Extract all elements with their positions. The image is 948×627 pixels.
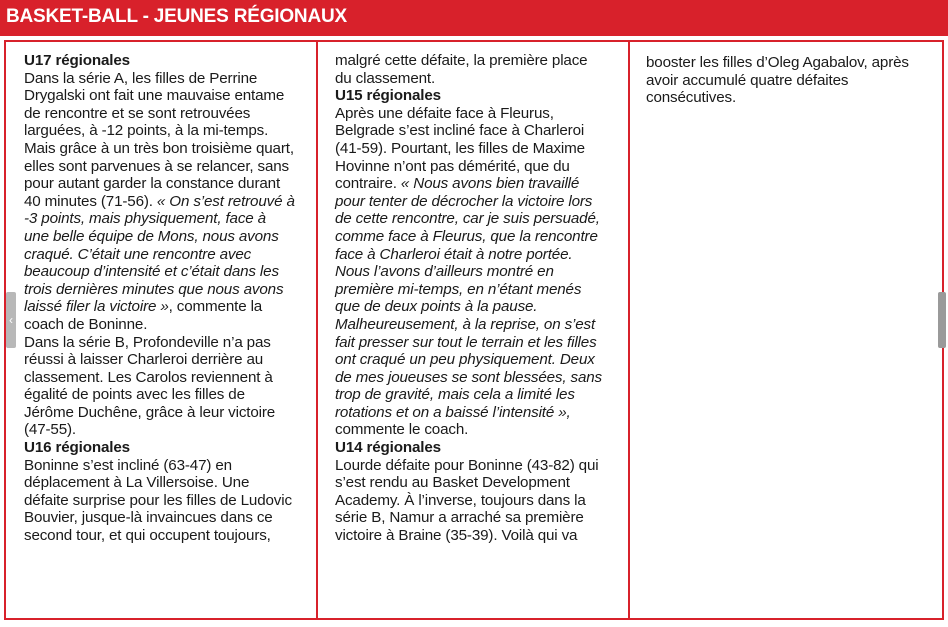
text-line: Jérôme Duchêne, grâce à leur victoire xyxy=(24,403,276,421)
text-line xyxy=(335,316,623,334)
text-line: larguées, à -12 points, à la mi-temps. xyxy=(24,122,269,140)
text-line xyxy=(335,263,623,281)
text-line: déplacement à La Villersoise. Une xyxy=(24,474,250,492)
text-line: Après une défaite face à Fleurus, xyxy=(335,104,554,122)
text-line: second tour, et qui occupent toujours, xyxy=(24,527,271,545)
quote-text: de mes joueuses se sont blessées, sans xyxy=(335,368,602,386)
section-heading: U15 régionales xyxy=(335,87,441,105)
text-line: Bouvier, jusque-là invaincues dans ce xyxy=(24,509,273,527)
quote-text: de cette rencontre, car je suis persuadé, xyxy=(335,210,600,228)
text-line xyxy=(335,175,623,193)
article-column-2 xyxy=(335,52,623,545)
quote-text: laissé filer la victoire » xyxy=(24,298,169,316)
text-line: (41-59). Pourtant, les filles de Maxime xyxy=(335,139,585,157)
text-line: Dans la série B, Profondeville n’a pas xyxy=(24,333,271,351)
text-line: commente le coach. xyxy=(335,421,469,439)
quote-text: face à Charleroi était à notre portée. xyxy=(335,245,573,263)
text-line xyxy=(24,281,312,299)
quote-text: première mi-temps, en n’étant menés xyxy=(335,280,582,298)
text-line: (47-55). xyxy=(24,421,76,439)
text-line xyxy=(335,369,623,387)
text-line xyxy=(335,334,623,352)
quote-text: pour tenter de décrocher la victoire lors xyxy=(335,192,593,210)
text-line: Hovinne n’ont pas démérité, que du xyxy=(335,157,570,175)
text-line: série B, Namur a arraché sa première xyxy=(335,509,584,527)
quote-text: « Nous avons bien travaillé xyxy=(400,175,580,193)
quote-text: trop de gravité, mais cela a limité les xyxy=(335,386,575,404)
quote-text: beaucoup d’intensité et c’était dans les xyxy=(24,263,279,281)
body-text: contraire. xyxy=(335,175,401,193)
next-page-button[interactable] xyxy=(938,292,946,348)
text-line xyxy=(24,228,312,246)
text-line: coach de Boninne. xyxy=(24,315,148,333)
article-frame xyxy=(4,40,944,620)
text-line: elles sont parvenues à se relancer, sans xyxy=(24,157,290,175)
quote-text: -3 points, mais physiquement, face à xyxy=(24,210,266,228)
column-divider xyxy=(316,42,318,618)
text-line: défaite surprise pour les filles de Ludovic xyxy=(24,491,292,509)
section-heading: U17 régionales xyxy=(24,52,130,69)
section-heading: U16 régionales xyxy=(24,439,130,457)
text-line: consécutives. xyxy=(646,89,737,107)
quote-text: rotations et on a baissé l’intensité », xyxy=(335,403,571,421)
column-divider xyxy=(628,42,630,618)
text-line xyxy=(335,246,623,264)
text-line: Academy. À l’inverse, toujours dans la xyxy=(335,491,586,509)
quote-text: trois dernières minutes que nous avons xyxy=(24,280,284,298)
text-line xyxy=(335,210,623,228)
quote-text: que de deux points à la pause. xyxy=(335,298,538,316)
article-column-3 xyxy=(646,54,936,107)
text-line: s’est rendu au Basket Development xyxy=(335,474,570,492)
text-line xyxy=(24,263,312,281)
section-heading: U14 régionales xyxy=(335,439,441,457)
text-line: réussi à laisser Charleroi derrière au xyxy=(24,351,264,369)
text-line xyxy=(335,193,623,211)
text-line xyxy=(335,228,623,246)
prev-page-button[interactable] xyxy=(6,292,16,348)
body-text: , commente la xyxy=(168,298,263,316)
text-line: booster les filles d’Oleg Agabalov, après xyxy=(646,54,909,71)
quote-text: une belle équipe de Mons, nous avons xyxy=(24,227,279,245)
section-header xyxy=(0,0,948,36)
text-line: avoir accumulé quatre défaites xyxy=(646,71,849,89)
text-line: Lourde défaite pour Boninne (43-82) qui xyxy=(335,456,599,474)
text-line: Drygalski ont fait une mauvaise entame xyxy=(24,87,285,105)
quote-text: craqué. C’était une rencontre avec xyxy=(24,245,252,263)
text-line: classement. Les Carolos reviennent à xyxy=(24,368,273,386)
text-line xyxy=(335,298,623,316)
text-line: Boninne s’est incliné (63-47) en xyxy=(24,456,232,474)
text-line: Mais grâce à un très bon troisième quart, xyxy=(24,139,294,157)
text-line: malgré cette défaite, la première place xyxy=(335,52,588,69)
chevron-left-icon: ‹ xyxy=(9,313,13,327)
text-line xyxy=(335,404,623,422)
text-line: de rencontre et se sont retrouvées xyxy=(24,104,251,122)
quote-text: Malheureusement, à la reprise, on s’est xyxy=(335,315,596,333)
text-line xyxy=(24,298,312,316)
article-column-1 xyxy=(24,52,312,545)
text-line xyxy=(335,386,623,404)
quote-text: ont craqué un peu physiquement. Deux xyxy=(335,351,595,369)
text-line: victoire à Braine (35-39). Voilà qui va xyxy=(335,527,578,545)
body-text: 40 minutes (71-56). xyxy=(24,192,157,210)
quote-text: fait presser sur tout le terrain et les filles xyxy=(335,333,597,351)
text-line: Dans la série A, les filles de Perrine xyxy=(24,69,258,87)
quote-text: comme face à Fleurus, que la rencontre xyxy=(335,227,598,245)
text-line xyxy=(24,210,312,228)
text-line xyxy=(335,351,623,369)
text-line xyxy=(24,246,312,264)
text-line: pour autant garder la constance durant xyxy=(24,175,281,193)
section-title: BASKET-BALL - JEUNES RÉGIONAUX xyxy=(6,6,347,27)
text-line xyxy=(24,193,312,211)
quote-text: Nous l’avons d’ailleurs montré en xyxy=(335,263,554,281)
quote-text: « On s’est retrouvé à xyxy=(156,192,295,210)
text-line: égalité de points avec les filles de xyxy=(24,386,245,404)
text-line: du classement. xyxy=(335,69,436,87)
text-line: Belgrade s’est incliné face à Charleroi xyxy=(335,122,585,140)
text-line xyxy=(335,281,623,299)
